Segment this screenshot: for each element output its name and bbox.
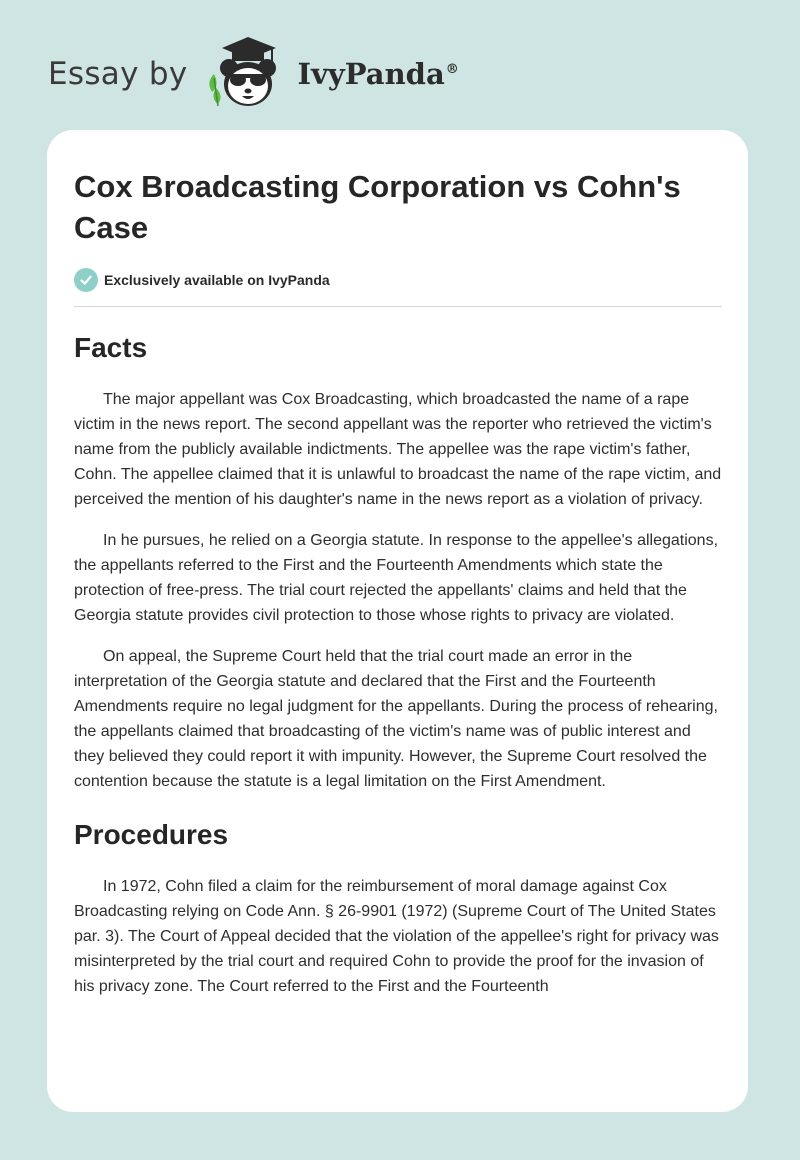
essay-card (47, 130, 748, 1112)
brand-name[interactable] (298, 57, 459, 91)
section-heading-facts: Facts (74, 332, 148, 363)
badge-text: Exclusively available on IvyPanda (104, 272, 330, 288)
panda-graduate-icon[interactable] (202, 34, 294, 114)
registered-mark: ® (445, 62, 459, 78)
check-icon (74, 268, 98, 292)
paragraph: On appeal, the Supreme Court held that the trial court made an error in the interpretation of the Georgia statute and declared that the First and the Fourteenth Amendments require no legal judgment for the appellants. During the process of rehearing, the appellants claimed that broadcasting of the victim's name was of public interest and they believed they could report it with impunity. However, the Supreme Court resolved the contention because the statute is a legal limitation on the First Amendment. (74, 648, 718, 790)
essay-by-label: Essay by (48, 56, 188, 92)
brand-text: IvyPanda (297, 57, 445, 91)
section-heading-procedures: Procedures (74, 819, 229, 850)
exclusive-badge (74, 268, 722, 292)
paragraph: In 1972, Cohn filed a claim for the reimbursement of moral damage against Cox Broadcasting relying on Code Ann. § 26-9901 (1972) (Supreme Court of The United States par. 3). The Court of Appeal decided that the violation of the appellee's right for privacy was misinterpreted by the trial court and required Cohn to provide the proof for the invasion of his privacy zone. The Court referred to the First and the Fourteenth (74, 878, 719, 995)
site-header (48, 34, 459, 114)
divider (74, 306, 722, 307)
essay-title: Cox Broadcasting Corporation vs Cohn's Case (74, 169, 681, 245)
paragraph: In he pursues, he relied on a Georgia statute. In response to the appellee's allegations, the appellants referred to the First and the Fourteenth Amendments which state the protection of free-press. The trial court rejected the appellants' claims and held that the Georgia statute provides civil protection to those whose rights to privacy are violated. (74, 532, 719, 624)
paragraph: The major appellant was Cox Broadcasting, which broadcasted the name of a rape victim in the news report. The second appellant was the reporter who retrieved the victim's name from the publicly available indictments. The appellee was the rape victim's father, Cohn. The appellee claimed that it is unlawful to broadcast the name of the rape victim, and perceived the mention of his daughter's name in the news report as a violation of privacy. (74, 391, 722, 508)
